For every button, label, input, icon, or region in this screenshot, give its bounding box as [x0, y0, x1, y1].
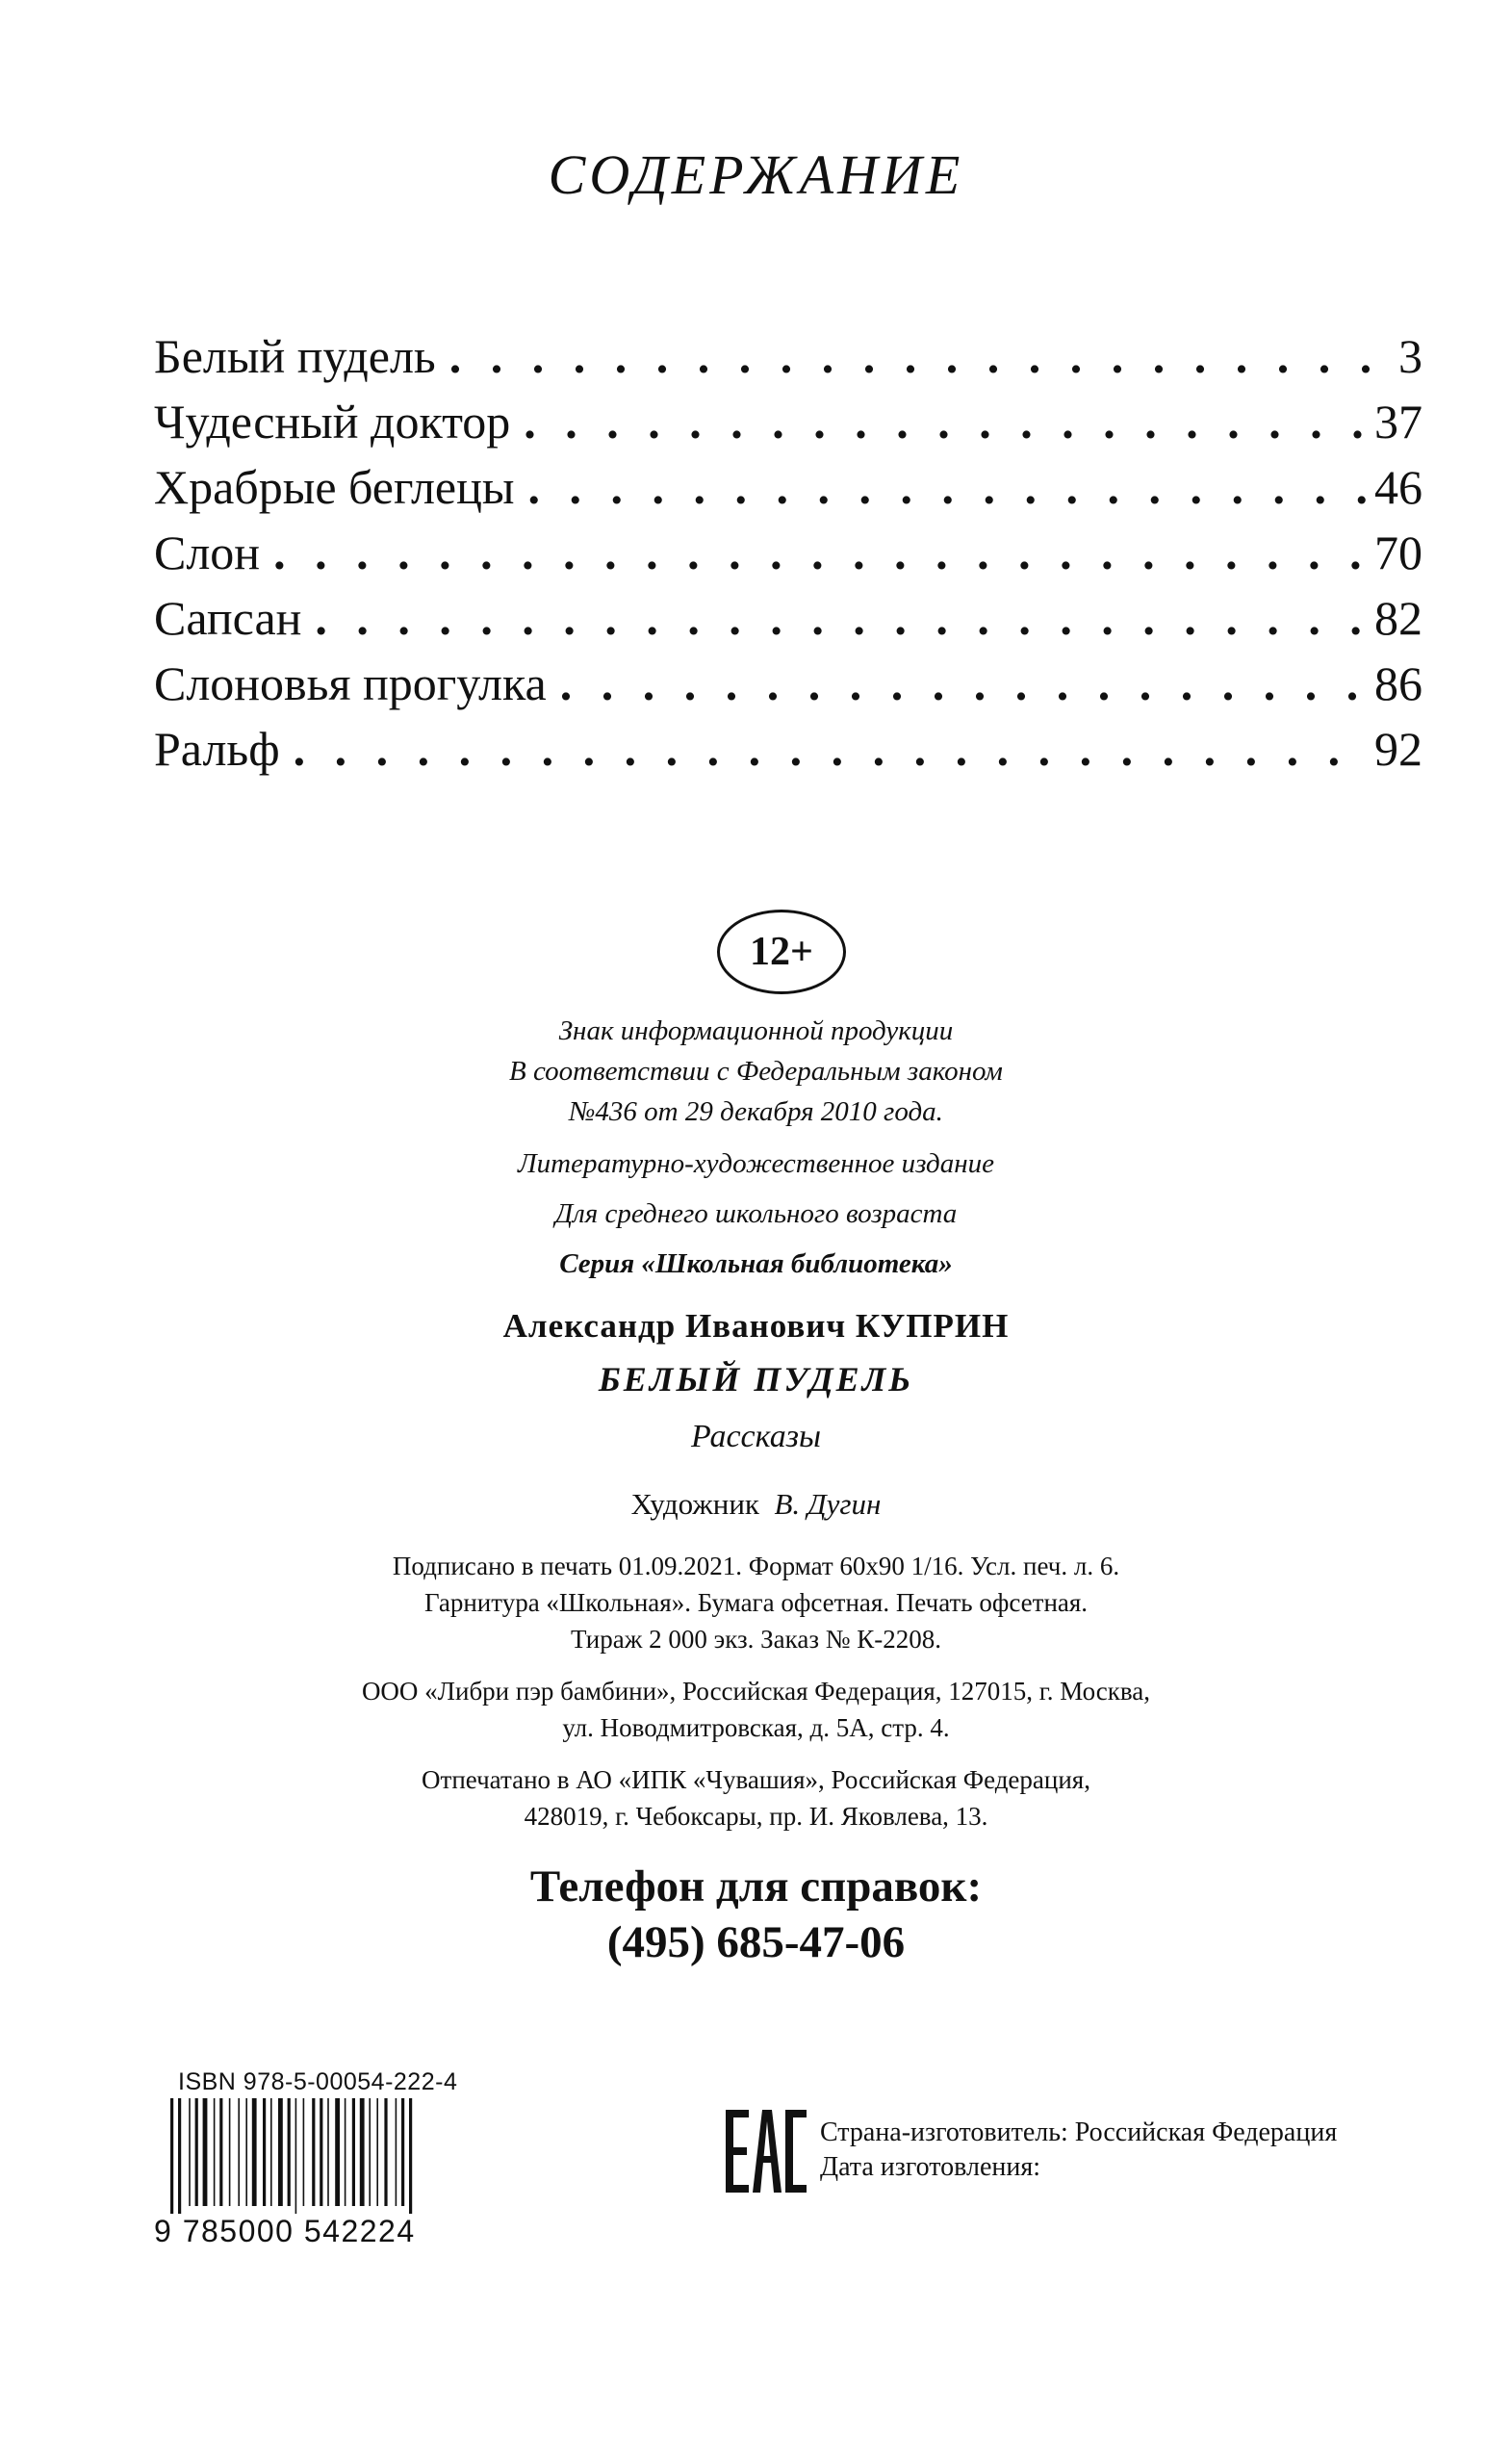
toc-item	[154, 716, 1422, 782]
book-title: БЕЛЫЙ ПУДЕЛЬ	[598, 1360, 914, 1399]
author: Александр Иванович КУПРИН	[502, 1307, 1010, 1345]
manufacturer-country: Страна-изготовитель: Российская Федерация	[820, 2117, 1338, 2147]
publisher-line: ООО «Либри пэр бамбини», Российская Федерация, 127015, г. Москва,	[361, 1677, 1151, 1706]
illustrator-name: В. Дугин	[774, 1487, 882, 1521]
edition-type: Литературно-художественное издание	[518, 1148, 994, 1179]
barcode-bar	[312, 2098, 315, 2206]
toc-dot-leader	[449, 323, 1395, 389]
barcode-bar	[401, 2098, 404, 2206]
phone-number: (495) 685-47-06	[606, 1917, 906, 1967]
print-details-line: Подписано в печать 01.09.2021. Формат 60х90 1/16. Усл. печ. л. 6.	[392, 1552, 1120, 1580]
toc-item-title: Сапсан	[154, 591, 302, 645]
print-details-line: Гарнитура «Школьная». Бумага офсетная. Печать офсетная.	[423, 1588, 1089, 1617]
toc-dot-leader	[273, 520, 1371, 585]
toc-item-page: 92	[1374, 722, 1422, 776]
barcode-bar	[288, 2098, 291, 2206]
barcode-bar	[278, 2098, 283, 2206]
toc-item-title: Слоновья прогулка	[154, 656, 547, 710]
age-rating-badge: 12+	[717, 910, 846, 994]
barcode-bar	[369, 2098, 371, 2206]
manufacture-date: Дата изготовления:	[820, 2152, 1041, 2182]
barcode-bar	[170, 2098, 173, 2214]
barcode-bar	[270, 2098, 272, 2206]
toc-title: СОДЕРЖАНИЕ	[548, 143, 964, 206]
info-sign-line: №436 от 29 декабря 2010 года.	[569, 1096, 943, 1127]
info-sign-line: В соответствии с Федеральным законом	[509, 1056, 1003, 1087]
barcode-bar	[303, 2098, 305, 2206]
barcode-bar	[352, 2098, 355, 2206]
illustrator-credit	[0, 1487, 1512, 1522]
toc-item	[154, 585, 1422, 651]
barcode-bar	[229, 2098, 231, 2206]
toc-item	[154, 520, 1422, 585]
eac-mark-icon	[724, 2108, 808, 2194]
print-details-line: Тираж 2 000 экз. Заказ № К-2208.	[570, 1625, 942, 1654]
printer-line: Отпечатано в АО «ИПК «Чувашия», Российская Федерация,	[422, 1765, 1090, 1794]
toc-dot-leader	[315, 585, 1371, 651]
barcode-bar	[189, 2098, 191, 2206]
barcode-bar	[335, 2098, 340, 2206]
toc-item-title: Ральф	[154, 722, 280, 776]
barcode-bar	[345, 2098, 346, 2206]
barcode-bar	[327, 2098, 329, 2206]
toc-item-title: Белый пудель	[154, 329, 436, 383]
toc-item-page: 37	[1374, 395, 1422, 449]
audience: Для среднего школьного возраста	[554, 1198, 958, 1229]
info-sign-line: Знак информационной продукции	[558, 1015, 954, 1046]
toc-item-page: 70	[1374, 526, 1422, 579]
barcode-bar	[203, 2098, 208, 2206]
toc-item-page: 3	[1398, 329, 1422, 383]
toc-item-page: 46	[1374, 460, 1422, 514]
barcode-bar	[360, 2098, 365, 2206]
barcode-bar	[263, 2098, 266, 2206]
barcode-bar	[219, 2098, 222, 2206]
series: Серия «Школьная библиотека»	[559, 1248, 953, 1279]
toc-list	[154, 323, 1422, 782]
toc-item-title: Храбрые беглецы	[154, 460, 515, 514]
toc-item	[154, 651, 1422, 716]
illustrator-label: Художник	[630, 1487, 759, 1521]
toc-item-page: 86	[1374, 656, 1422, 710]
barcode-digits: 9 785000 542224	[154, 2214, 416, 2248]
toc-item-title: Слон	[154, 526, 261, 579]
phone-label: Телефон для справок:	[529, 1861, 983, 1912]
barcode-bar	[214, 2098, 216, 2206]
toc-dot-leader	[524, 389, 1371, 454]
barcode-bar	[396, 2098, 397, 2206]
barcode-bar	[295, 2098, 297, 2214]
printer-line: 428019, г. Чебоксары, пр. И. Яковлева, 13.	[524, 1802, 988, 1831]
barcode-bar	[178, 2098, 181, 2214]
genre: Рассказы	[690, 1419, 821, 1454]
barcode-bar	[238, 2098, 240, 2206]
barcode-bar	[409, 2098, 412, 2214]
barcode-bar	[384, 2098, 387, 2206]
toc-item-title: Чудесный доктор	[154, 395, 511, 449]
barcode-bar	[252, 2098, 257, 2206]
isbn-barcode	[168, 2098, 443, 2214]
isbn-text: ISBN 978-5-00054-222-4	[178, 2068, 458, 2095]
toc-dot-leader	[294, 716, 1371, 782]
toc-item-page: 82	[1374, 591, 1422, 645]
barcode-bar	[376, 2098, 378, 2206]
barcode-bar	[245, 2098, 247, 2206]
barcode-bar	[320, 2098, 322, 2206]
toc-dot-leader	[527, 454, 1371, 520]
toc-item	[154, 389, 1422, 454]
publisher-line: ул. Новодмитровская, д. 5А, стр. 4.	[562, 1713, 950, 1742]
toc-dot-leader	[560, 651, 1371, 716]
barcode-bar	[195, 2098, 198, 2206]
toc-item	[154, 454, 1422, 520]
manufacturer-info	[820, 2116, 1337, 2185]
toc-item	[154, 323, 1422, 389]
